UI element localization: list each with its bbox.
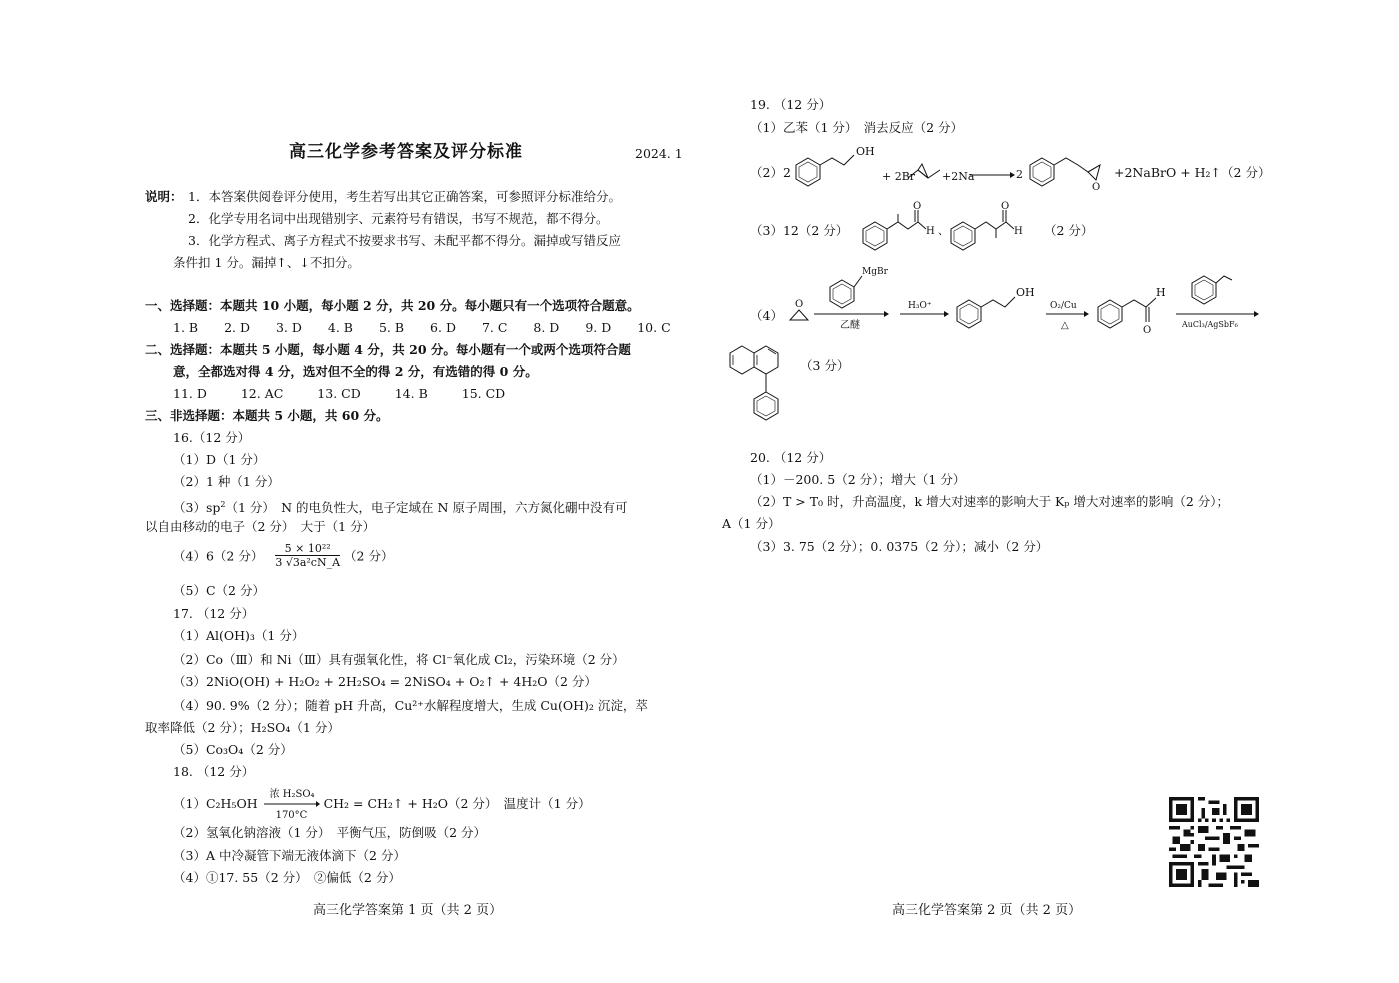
q16-part-5: （5）C（2 分） bbox=[173, 583, 265, 598]
q19-part-1: （1）乙苯（1 分） 消去反应（2 分） bbox=[750, 120, 964, 135]
benzene-ring-icon bbox=[1030, 158, 1054, 186]
section-2-heading: 二、选择题：本题共 5 小题，每小题 4 分，共 20 分。每小题有一个或两个选项符合题 bbox=[145, 342, 631, 357]
benzene-ring-icon bbox=[754, 392, 778, 420]
page-title: 高三化学参考答案及评分标准 bbox=[289, 142, 523, 162]
section-2-answers bbox=[173, 386, 505, 402]
separator: 、 bbox=[938, 224, 949, 237]
text: （4）6（2 分） bbox=[173, 548, 264, 564]
q20-part-1: （1）－200. 5（2 分）；增大（1 分） bbox=[750, 472, 966, 487]
superscript: 2 bbox=[220, 500, 226, 509]
q19-part-3-score: （2 分） bbox=[1044, 223, 1094, 238]
q18-part-3: （3）A 中冷凝管下端无液体滴下（2 分） bbox=[173, 848, 406, 863]
q19-part-4-score: （3 分） bbox=[800, 358, 850, 373]
benzene-ring-icon bbox=[1098, 300, 1122, 328]
reagent-label: +2Na bbox=[942, 170, 975, 183]
arrow-condition-top: 浓 H₂SO₄ bbox=[269, 789, 315, 800]
reagent-label: + 2Br bbox=[882, 170, 916, 183]
note-1: 1．本答案供阅卷评分使用，考生若写出其它正确答案，可参照评分标准给分。 bbox=[188, 189, 621, 204]
section-1-answers bbox=[173, 320, 671, 336]
answer: 12. AC bbox=[240, 386, 284, 401]
text: （3）sp bbox=[173, 500, 221, 516]
q17-part-4-cont: 取率降低（2 分）；H₂SO₄（1 分） bbox=[145, 720, 340, 735]
q16-part-4 bbox=[173, 542, 393, 569]
answer: 2. D bbox=[224, 320, 250, 335]
q18-part-2: （2）氢氧化钠溶液（1 分） 平衡气压，防倒吸（2 分） bbox=[173, 825, 487, 840]
section-2-heading-cont: 意，全都选对得 4 分，选对但不全的得 2 分，有选错的得 0 分。 bbox=[173, 364, 538, 379]
notes-label: 说明： bbox=[145, 189, 183, 204]
answer: 15. CD bbox=[461, 386, 506, 401]
q17-part-5: （5）Co₃O₄（2 分） bbox=[173, 742, 293, 757]
density-fraction bbox=[275, 542, 340, 569]
reagent-label: O₂/Cu bbox=[1050, 301, 1077, 311]
q19-part-2-products: +2NaBrO + H₂↑（2 分） bbox=[1114, 165, 1271, 180]
q17-part-2: （2）Co（Ⅲ）和 Ni（Ⅲ）具有强氧化性，将 Cl⁻氧化成 Cl₂，污染环境（2 分） bbox=[173, 652, 625, 667]
q17-part-4: （4）90. 9%（2 分）；随着 pH 升高，Cu²⁺水解程度增大，生成 Cu(OH)₂ 沉淀，萃 bbox=[173, 698, 648, 713]
arrow-condition-bottom: 170°C bbox=[275, 810, 308, 821]
answer: 14. B bbox=[394, 386, 428, 401]
solvent-label: 乙醚 bbox=[840, 320, 860, 331]
oxygen-label: O bbox=[1143, 325, 1152, 336]
benzene-ring-icon bbox=[796, 158, 820, 186]
benzene-ring-icon bbox=[1192, 276, 1216, 304]
oxygen-label: O bbox=[913, 201, 922, 212]
answer: 10. C bbox=[637, 320, 671, 335]
answer: 4. B bbox=[327, 320, 353, 335]
benzene-ring-icon bbox=[863, 222, 887, 250]
fraction-denominator: 3 √3a²cN_A bbox=[275, 556, 341, 569]
q19-part-2-label: （2）2 bbox=[750, 165, 791, 180]
answer: 8. D bbox=[533, 320, 560, 335]
answer: 1. B bbox=[173, 320, 199, 335]
benzene-ring-icon bbox=[830, 280, 854, 308]
q19-part-4-label: （4） bbox=[750, 308, 783, 323]
oxygen-label: O bbox=[1092, 182, 1101, 193]
reaction-arrow bbox=[262, 789, 320, 821]
q19-isomer-structures bbox=[860, 200, 1040, 260]
text: （1）C₂H₅OH bbox=[173, 796, 258, 811]
answer: 6. D bbox=[430, 320, 456, 335]
q18-part-1 bbox=[173, 789, 591, 821]
hydroxyl-label: OH bbox=[1016, 286, 1035, 299]
q16-part-2: （2）1 种（1 分） bbox=[173, 474, 280, 489]
q17-part-1: （1）Al(OH)₃（1 分） bbox=[173, 628, 305, 643]
oxygen-label: O bbox=[795, 299, 804, 310]
product-structure bbox=[724, 340, 794, 445]
note-3-cont: 条件扣 1 分。漏掉↑、↓不扣分。 bbox=[173, 255, 360, 270]
q16-title: 16.（12 分） bbox=[173, 430, 251, 445]
text: （2 分） bbox=[344, 548, 394, 564]
q19-synthesis-route bbox=[784, 262, 1262, 342]
reagent-label: MgBr bbox=[862, 267, 888, 277]
q19-part-3-label: （3）12（2 分） bbox=[750, 223, 849, 238]
hydrogen-label: H bbox=[1156, 286, 1166, 299]
q16-part-1: （1）D（1 分） bbox=[173, 452, 266, 467]
reagent-label: H₃O⁺ bbox=[908, 301, 932, 311]
answer: 11. D bbox=[173, 386, 207, 401]
answer: 13. CD bbox=[317, 386, 361, 401]
hydrogen-label: H bbox=[1014, 226, 1023, 237]
q20-part-2: （2）T > T₀ 时，升高温度，k 增大对速率的影响大于 Kₚ 增大对速率的影响（2 分）； bbox=[750, 494, 1230, 509]
oxygen-label: O bbox=[1001, 201, 1010, 212]
fraction-numerator: 5 × 10²² bbox=[275, 542, 340, 556]
section-1-heading: 一、选择题：本题共 10 小题，每小题 2 分，共 20 分。每小题只有一个选项符合题意。 bbox=[145, 298, 640, 313]
q20-title: 20. （12 分） bbox=[750, 450, 832, 465]
date: 2024. 1 bbox=[635, 146, 683, 161]
text: CH₂ = CH₂↑ + H₂O（2 分） 温度计（1 分） bbox=[323, 796, 591, 811]
section-3-heading: 三、非选择题：本题共 5 小题，共 60 分。 bbox=[145, 408, 389, 423]
page-footer-left: 高三化学答案第 1 页（共 2 页） bbox=[313, 903, 503, 918]
note-2: 2．化学专用名词中出现错别字、元素符号有错误，书写不规范，都不得分。 bbox=[188, 211, 609, 226]
heat-label: △ bbox=[1061, 320, 1069, 331]
q18-title: 18. （12 分） bbox=[173, 764, 255, 779]
q20-part-3: （3）3. 75（2 分）；0. 0375（2 分）；减小（2 分） bbox=[750, 539, 1049, 554]
q16-part-3-cont: 以自由移动的电子（2 分） 大于（1 分） bbox=[145, 519, 376, 534]
answer: 3. D bbox=[275, 320, 302, 335]
hydrogen-label: H bbox=[926, 226, 935, 237]
hydroxyl-label: OH bbox=[856, 145, 875, 158]
note-3: 3．化学方程式、离子方程式不按要求书写、未配平都不得分。漏掉或写错反应 bbox=[188, 233, 621, 248]
page-footer-right: 高三化学答案第 2 页（共 2 页） bbox=[892, 903, 1082, 918]
catalyst-label: AuCl₃/AgSbF₆ bbox=[1182, 320, 1238, 329]
q16-part-3 bbox=[173, 497, 627, 516]
qr-code-icon bbox=[1169, 797, 1259, 887]
text: （1 分） N 的电负性大，电子定域在 N 原子周围，六方氮化硼中没有可 bbox=[225, 500, 628, 516]
answer: 7. C bbox=[481, 320, 508, 335]
answer: 9. D bbox=[585, 320, 612, 335]
q18-part-4: （4）①17. 55（2 分） ②偏低（2 分） bbox=[173, 870, 401, 885]
q17-title: 17. （12 分） bbox=[173, 606, 255, 621]
q20-part-2-cont: A（1 分） bbox=[722, 516, 781, 531]
answer: 5. B bbox=[378, 320, 405, 335]
coefficient: 2 bbox=[1016, 168, 1023, 181]
q17-part-3: （3）2NiO(OH) + H₂O₂ + 2H₂SO₄ = 2NiSO₄ + O₂↑ + 4H₂O（2 分） bbox=[173, 674, 597, 689]
q19-title: 19. （12 分） bbox=[750, 97, 832, 112]
benzene-ring-icon bbox=[951, 222, 975, 250]
naphthalene-ring-icon bbox=[730, 346, 778, 374]
benzene-ring-icon bbox=[957, 300, 981, 328]
